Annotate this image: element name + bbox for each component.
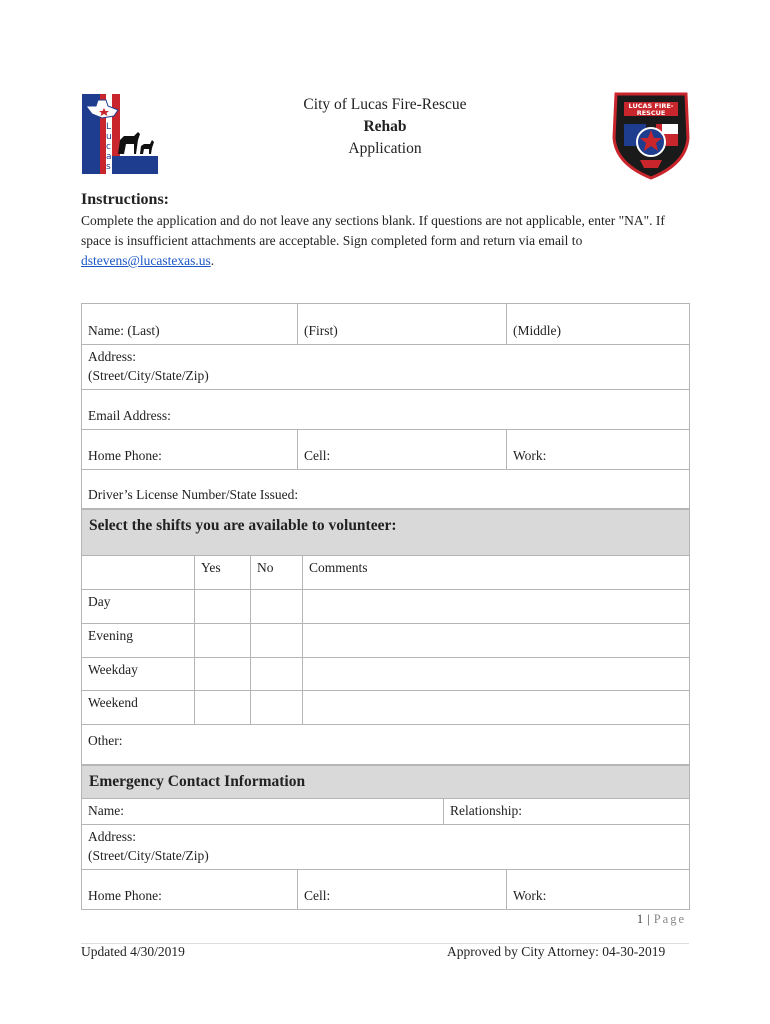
shift-yes-cell[interactable]: [195, 658, 251, 691]
shift-no-cell[interactable]: [251, 691, 303, 725]
shift-comments-cell[interactable]: [303, 624, 690, 658]
fire-rescue-patch: [610, 88, 692, 180]
shifts-header-comments: Comments: [303, 556, 690, 590]
shift-yes-cell[interactable]: [195, 590, 251, 624]
page-word: Page: [653, 912, 686, 926]
shifts-section-title: Select the shifts you are available to volunteer:: [82, 510, 690, 556]
shift-row-label: Evening: [82, 624, 195, 658]
cell-phone-field[interactable]: Cell:: [298, 430, 507, 470]
updated-date: Updated 4/30/2019: [81, 944, 185, 959]
shifts-table: [81, 509, 690, 765]
emergency-address-field[interactable]: [82, 825, 690, 870]
emergency-contact-table: [81, 765, 690, 910]
address-field[interactable]: [82, 345, 690, 390]
header-city: City of Lucas Fire-Rescue: [303, 96, 467, 113]
shift-no-cell[interactable]: [251, 658, 303, 691]
emergency-name-field[interactable]: Name:: [82, 799, 444, 825]
emergency-address-label: Address:: [88, 829, 136, 844]
emergency-address-sublabel: (Street/City/State/Zip): [88, 848, 209, 863]
home-phone-field[interactable]: Home Phone:: [82, 430, 298, 470]
shift-yes-cell[interactable]: [195, 624, 251, 658]
shift-comments-cell[interactable]: [303, 691, 690, 725]
page-number: [637, 912, 686, 927]
shift-other-field[interactable]: Other:: [82, 725, 690, 765]
address-sublabel: (Street/City/State/Zip): [88, 368, 209, 383]
emergency-cell-field[interactable]: Cell:: [298, 870, 507, 910]
shift-row-label: Weekend: [82, 691, 195, 725]
fire-rescue-patch-text: LUCAS FIRE-RESCUE: [628, 102, 674, 117]
shifts-header-yes: Yes: [195, 556, 251, 590]
emergency-relationship-field[interactable]: Relationship:: [444, 799, 690, 825]
personal-info-table: [81, 303, 690, 509]
contact-email-link[interactable]: dstevens@lucastexas.us: [81, 253, 211, 268]
emergency-work-field[interactable]: Work:: [507, 870, 690, 910]
page-number-value: 1: [636, 912, 644, 926]
instructions-text: Complete the application and do not leave any sections blank. If questions are not applicable, enter "NA". If space is insufficient attachments are acceptable. Sign completed form and return via email to: [81, 213, 665, 248]
shift-row-label: Day: [82, 590, 195, 624]
shift-row-label: Weekday: [82, 658, 195, 691]
header-doc-type: Application: [348, 140, 422, 157]
approval-note: Approved by City Attorney: 04-30-2019: [447, 944, 666, 959]
email-field[interactable]: Email Address:: [82, 390, 690, 430]
header-program: Rehab: [363, 118, 407, 135]
license-field[interactable]: Driver’s License Number/State Issued:: [82, 470, 690, 509]
name-last-field[interactable]: Name: (Last): [82, 304, 298, 345]
name-first-field[interactable]: (First): [298, 304, 507, 345]
shift-comments-cell[interactable]: [303, 590, 690, 624]
address-label: Address:: [88, 349, 136, 364]
application-form: [81, 303, 689, 910]
emergency-home-phone-field[interactable]: Home Phone:: [82, 870, 298, 910]
instructions-period: .: [210, 253, 215, 268]
shifts-header-blank: [82, 556, 195, 590]
shift-yes-cell[interactable]: [195, 691, 251, 725]
name-middle-field[interactable]: (Middle): [507, 304, 690, 345]
shift-no-cell[interactable]: [251, 624, 303, 658]
shift-comments-cell[interactable]: [303, 658, 690, 691]
shifts-header-no: No: [251, 556, 303, 590]
page-number-separator: |: [647, 912, 650, 926]
emergency-section-title: Emergency Contact Information: [82, 766, 690, 799]
shift-no-cell[interactable]: [251, 590, 303, 624]
city-logo-text: Lucas: [106, 122, 112, 172]
work-phone-field[interactable]: Work:: [507, 430, 690, 470]
instructions-title: Instructions:: [81, 191, 170, 208]
instructions-body: [81, 211, 691, 271]
